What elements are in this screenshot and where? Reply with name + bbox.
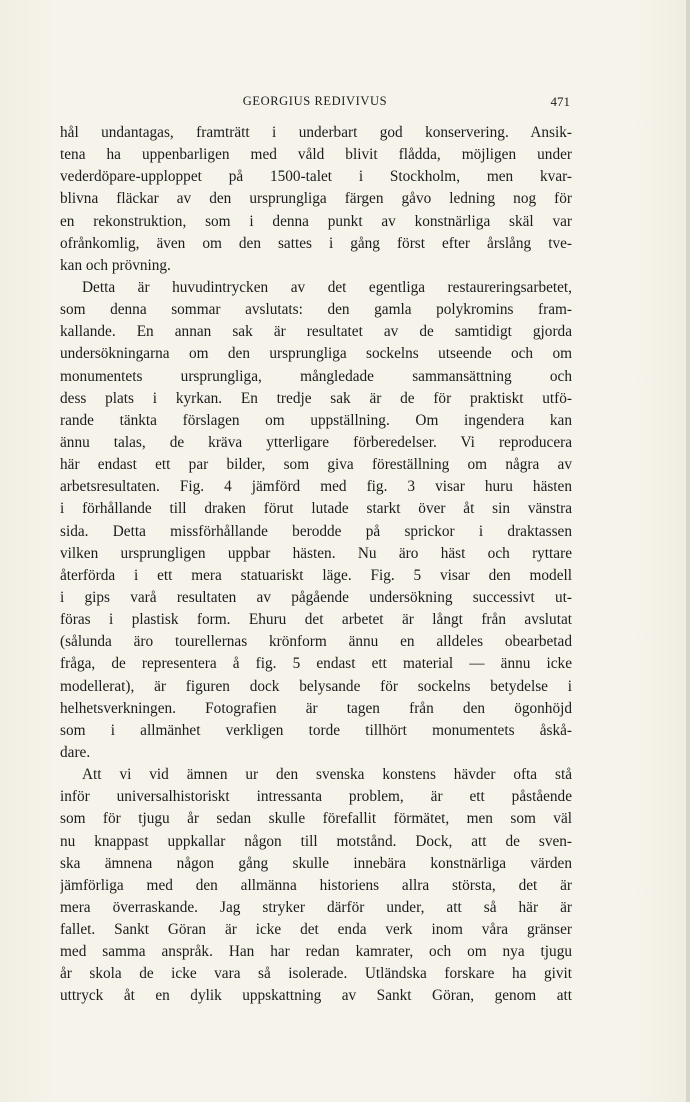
text-line: Detta är huvudintrycken av det egentliga restaureringsarbetet, [82, 278, 572, 296]
text-line: föras i plastisk form. Ehuru det arbetet är långt från avslutat [60, 611, 572, 629]
text-line: som denna sommar avslutats: den gamla polykromins fram- [60, 301, 572, 319]
page-edge-shadow [686, 0, 690, 1102]
text-line: kallande. En annan sak är resultatet av de samtidigt gjorda [60, 323, 572, 341]
text-line: inför universalhistoriskt intressanta problem, är ett påstående [60, 788, 572, 806]
text-line: arbetsresultaten. Fig. 4 jämförd med fig. 3 visar huru hästen [60, 478, 572, 496]
text-line: en rekonstruktion, som i denna punkt av konstnärliga skäl var [60, 212, 572, 230]
text-line: Att vi vid ämnen ur den svenska konstens hävder ofta stå [82, 766, 572, 784]
text-line: hål undantagas, framträtt i underbart god konservering. Ansik- [60, 124, 572, 141]
running-title: GEORGIUS REDIVIVUS [242, 94, 388, 108]
text-line: som i allmänhet verkligen torde tillhört monumentets åskå- [60, 721, 572, 739]
text-line: i förhållande till draken förut lutade starkt över åt sin vänstra [60, 500, 572, 518]
text-line: med samma anspråk. Han har redan kamrater, och om nya tjugu [60, 943, 572, 961]
text-line: fallet. Sankt Göran är icke det enda verk inom våra gränser [60, 921, 572, 939]
text-line: år skola de icke vara så isolerade. Utländska forskare ha givit [60, 965, 572, 983]
text-line: jämförliga med den allmänna historiens allra största, det är [60, 876, 572, 894]
body-text [60, 122, 572, 1008]
text-line: modellerat), är figuren dock belysande för sockelns betydelse i [60, 677, 572, 695]
text-line: ofrånkomlig, även om den sattes i gång först efter årslång tve- [60, 234, 572, 252]
text-line: helhetsverkningen. Fotografien är tagen från den ögonhöjd [60, 699, 572, 717]
text-line: som för tjugu år sedan skulle förefallit förmätet, men som väl [60, 810, 572, 828]
text-line: ännu talas, de kräva ytterligare förberedelser. Vi reproducera [60, 433, 572, 451]
text-line: dess plats i kyrkan. En tredje sak är de för praktiskt utfö- [60, 389, 572, 407]
text-line: i gips varå resultaten av pågående undersökning successivt ut- [60, 588, 572, 606]
text-line: här endast ett par bilder, som giva föreställning om några av [60, 456, 572, 474]
text-line: rande tänkta förslagen om uppställning. Om ingendera kan [60, 411, 572, 429]
text-line: vederdöpare-upploppet på 1500-talet i Stockholm, men kvar- [60, 168, 572, 186]
text-line: blivna fläckar av den ursprungliga färgen gåvo ledning nog för [60, 190, 572, 208]
text-line: återförda i ett mera statuariskt läge. Fig. 5 visar den modell [60, 566, 572, 584]
text-line: fråga, de representera å fig. 5 endast ett material — ännu icke [60, 655, 572, 673]
text-line: kan och prövning. [60, 256, 171, 274]
page-number: 471 [550, 94, 570, 109]
text-line: nu knappast uppkallar någon till motstånd. Dock, att de sven- [60, 832, 572, 850]
text-line: vilken ursprungligen uppbar hästen. Nu äro häst och ryttare [60, 544, 572, 562]
text-line: monumentets ursprungliga, mångledade sammansättning och [60, 367, 572, 385]
text-line: sida. Detta missförhållande berodde på sprickor i draktassen [60, 522, 572, 540]
text-line: tena ha uppenbarligen med våld blivit flådda, möjligen under [60, 146, 572, 164]
text-line: (sålunda äro tourellernas krönform ännu en alldeles obearbetad [60, 633, 572, 651]
text-line: uttryck åt en dylik uppskattning av Sankt Göran, genom att [60, 987, 572, 1005]
text-line: ska ämnena någon gång skulle innebära konstnärliga värden [60, 854, 572, 872]
text-line: undersökningarna om den ursprungliga sockelns utseende och om [60, 345, 572, 363]
text-line: dare. [60, 743, 91, 761]
text-line: mera överraskande. Jag stryker därför under, att så här är [60, 898, 572, 916]
page-header [60, 92, 570, 112]
